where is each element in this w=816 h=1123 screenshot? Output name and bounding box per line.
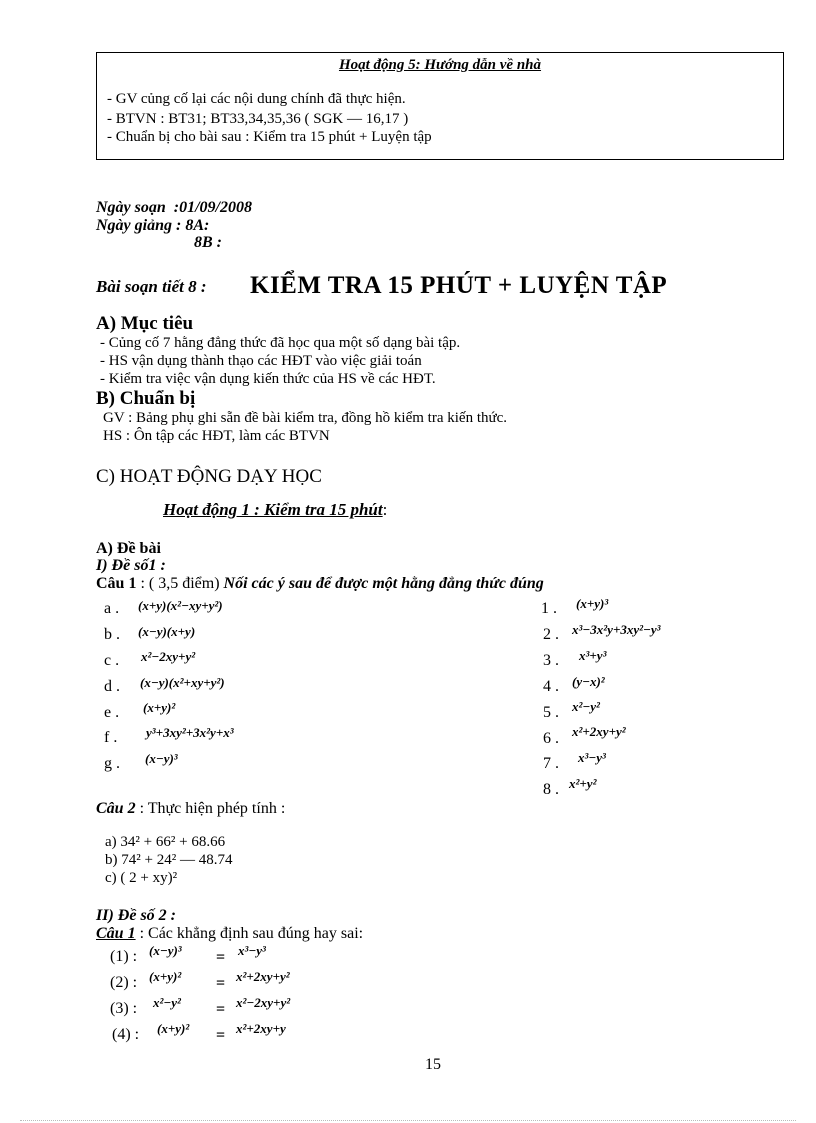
cau-2-label: Câu 2 [96,800,136,817]
right-label: 6 . [543,730,559,747]
homework-line-2: - BTVN : BT31; BT33,34,35,36 ( SGK — 16,17 ) [107,111,409,127]
homework-box [96,52,784,160]
hoat-dong-heading: C) HOẠT ĐỘNG DẠY HỌC [96,466,322,487]
right-expr: x²+y² [569,776,597,791]
right-expr: x³−y³ [578,750,606,765]
chuan-bi-heading: B) Chuẩn bị [96,388,196,409]
homework-line-1: - GV củng cố lại các nội dung chính đã thực hiện. [107,91,406,107]
right-label: 1 . [541,600,557,617]
cau-1-instruction: Nối các ý sau để được một hằng đẳng thức đúng [223,575,544,592]
de-2-cau-1-label: Câu 1 [96,925,136,942]
left-label: a . [104,600,120,617]
left-label: f . [104,729,118,746]
tf-label: (4) : [112,1026,140,1043]
lesson-prefix: Bài soạn tiết 8 : [96,277,207,296]
hoat-dong-1-colon: : [382,500,388,519]
tf-eq: = [216,1001,226,1018]
lesson-title: KIỂM TRA 15 PHÚT + LUYỆN TẬP [250,272,668,299]
cau-2-text: : Thực hiện phép tính : [135,800,286,817]
homework-box-title: Hoạt động 5: Hướng dẫn về nhà [338,57,542,73]
right-label: 4 . [543,678,559,695]
muc-tieu-item-2: - HS vận dụng thành thạo các HĐT vào việc giải toán [100,353,422,369]
right-label: 8 . [543,781,559,798]
left-expr: (x−y)³ [145,751,178,766]
tf-label: (1) : [110,948,138,965]
tf-eq: = [216,949,226,966]
left-expr: x²−2xy+y² [141,649,196,664]
right-expr: x²+2xy+y² [572,724,626,739]
right-expr: x³+y³ [579,648,607,663]
de-so-1: I) Đề số1 : [96,557,166,574]
left-label: d . [104,678,120,695]
cau-2-item-c: c) ( 2 + xy)² [105,870,178,886]
tf-left: (x+y)² [157,1021,190,1036]
class-8b: 8B : [194,234,222,251]
tf-label: (2) : [110,974,138,991]
tf-eq: = [216,975,226,992]
left-expr: y³+3xy²+3x²y+x³ [146,725,234,740]
left-expr: (x−y)(x+y) [138,624,196,639]
tf-right: x²+2xy+y [236,1021,286,1036]
cau-1-label: Câu 1 [96,575,137,592]
de-bai-heading: A) Đề bài [96,540,161,557]
tf-left: (x−y)³ [149,943,182,958]
ngay-giang: Ngày giảng : 8A: [96,217,210,234]
right-expr: (x+y)³ [576,596,609,611]
right-label: 5 . [543,704,559,721]
tf-label: (3) : [110,1000,138,1017]
left-expr: (x+y)² [143,700,176,715]
page-number: 15 [425,1056,441,1073]
muc-tieu-item-3: - Kiểm tra việc vận dụng kiến thức của HS về các HĐT. [100,371,436,387]
page-bottom-divider [20,1120,796,1121]
right-label: 2 . [543,626,559,643]
cau-2-item-a: a) 34² + 66² + 68.66 [105,834,226,850]
left-expr: (x−y)(x²+xy+y²) [140,675,225,690]
right-label: 7 . [543,755,559,772]
chuan-bi-item-1: GV : Bảng phụ ghi sẵn đề bài kiểm tra, đồng hồ kiểm tra kiến thức. [103,410,508,426]
ngay-soan-value: :01/09/2008 [173,199,252,216]
tf-right: x³−y³ [238,943,266,958]
de-2-cau-1-line [96,925,363,943]
hoat-dong-1 [163,500,387,520]
muc-tieu-item-1: - Củng cố 7 hằng đẳng thức đã học qua một số dạng bài tập. [100,335,461,351]
left-label: e . [104,704,120,721]
ngay-soan-label: Ngày soạn [96,199,166,216]
cau-1-line [96,575,544,593]
left-label: c . [104,652,120,669]
cau-2-line [96,800,285,818]
right-expr: (y−x)² [572,674,605,689]
ngay-soan [96,199,252,217]
right-label: 3 . [543,652,559,669]
cau-1-points: : ( 3,5 điểm) [136,575,224,592]
right-expr: x³−3x²y+3xy²−y³ [572,622,661,637]
left-expr: (x+y)(x²−xy+y²) [138,598,223,613]
homework-line-3: - Chuẩn bị cho bài sau : Kiểm tra 15 phút + Luyện tập [107,129,432,145]
tf-eq: = [216,1027,226,1044]
hoat-dong-1-title: Hoạt động 1 : Kiểm tra 15 phút [163,500,383,519]
de-so-2: II) Đề số 2 : [96,907,176,924]
chuan-bi-item-2: HS : Ôn tập các HĐT, làm các BTVN [103,428,330,444]
left-label: g . [104,755,120,772]
de-2-cau-1-text: : Các khẳng định sau đúng hay sai: [135,925,364,942]
tf-right: x²−2xy+y² [236,995,291,1010]
tf-right: x²+2xy+y² [236,969,290,984]
tf-left: x²−y² [153,995,181,1010]
cau-2-item-b: b) 74² + 24² — 48.74 [105,852,233,868]
tf-left: (x+y)² [149,969,182,984]
muc-tieu-heading: A) Mục tiêu [96,313,194,334]
left-label: b . [104,626,120,643]
right-expr: x²−y² [572,699,600,714]
